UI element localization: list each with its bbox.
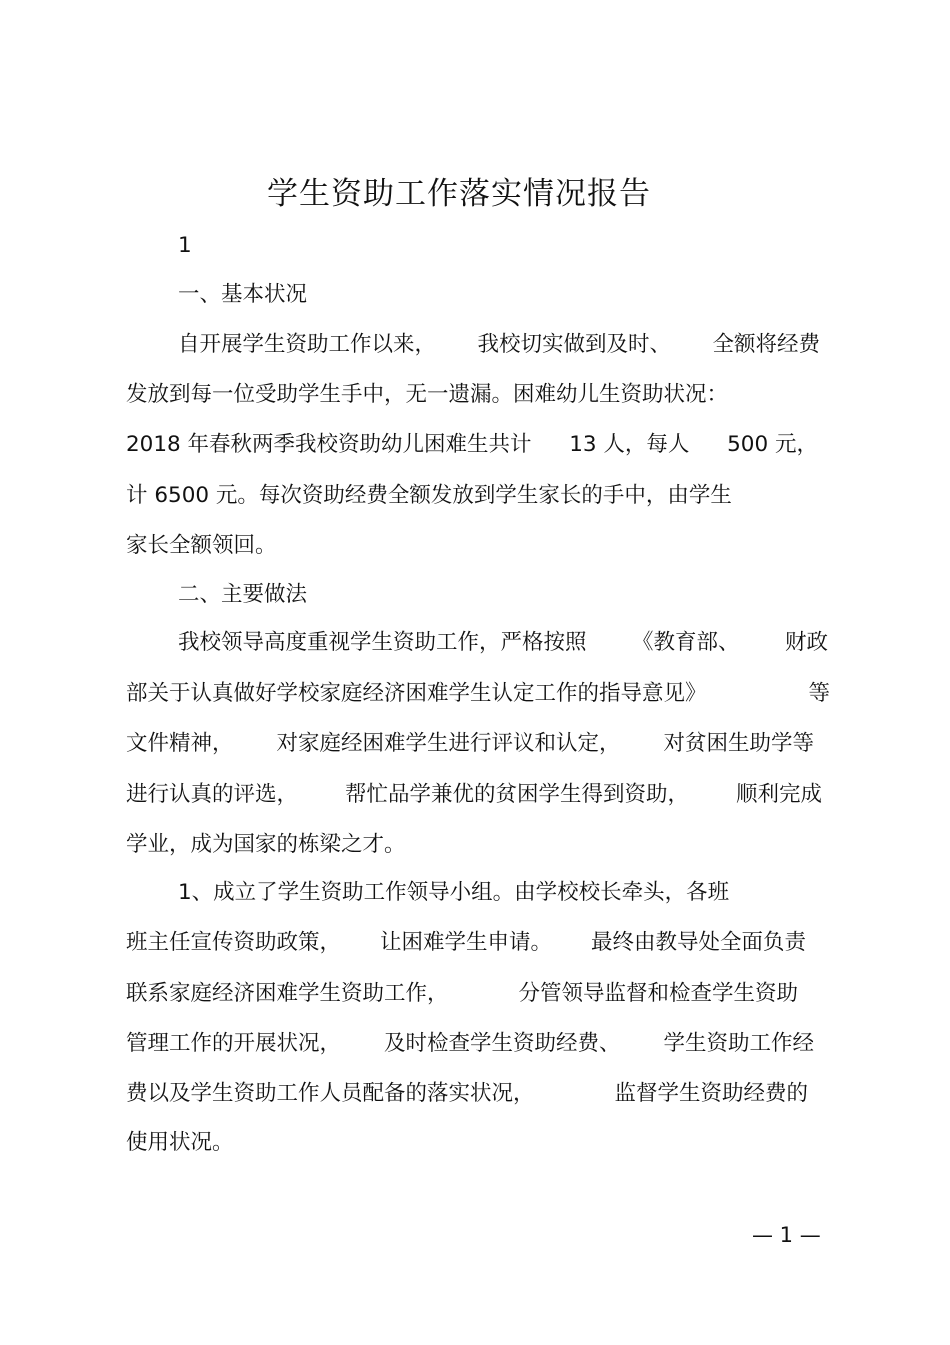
text-segment: 13 人，每人 — [569, 432, 690, 457]
text-segment: 文件精神， — [126, 731, 234, 756]
text-line: 使用状况。 — [126, 1130, 234, 1155]
text-line: 发放到每一位受助学生手中，无一遗漏。困难幼儿生资助状况： — [126, 382, 729, 407]
document-title: 学生资助工作落实情况报告 — [267, 176, 651, 212]
text-segment: 自开展学生资助工作以来， — [178, 332, 437, 357]
text-segment: 最终由教导处全面负责 — [590, 930, 806, 955]
section-heading-basic: 一、基本状况 — [178, 282, 308, 307]
section-heading-methods: 二、主要做法 — [178, 582, 308, 607]
text-segment: 管理工作的开展状况， — [126, 1031, 342, 1056]
text-segment: 联系家庭经济困难学生资助工作， — [126, 981, 449, 1006]
text-segment: 我校领导高度重视学生资助工作，严格按照 — [178, 630, 587, 655]
text-line: 家长全额领回。 — [126, 533, 277, 558]
text-segment: 让困难学生申请。 — [379, 930, 552, 955]
text-line — [126, 1079, 808, 1109]
text-segment: 我校切实做到及时、 — [477, 332, 671, 357]
text-line — [178, 628, 828, 658]
text-line — [178, 330, 820, 360]
text-segment: 2018 年春秋两季我校资助幼儿困难生共计 — [126, 432, 532, 457]
text-line — [126, 1029, 814, 1059]
text-segment: 全额将经费 — [712, 332, 820, 357]
text-line — [126, 430, 818, 460]
text-segment: 对贫困生助学等 — [663, 731, 814, 756]
text-line: 计 6500 元。每次资助经费全额发放到学生家长的手中，由学生 — [126, 483, 732, 508]
text-line — [126, 979, 798, 1009]
top-number: 1 — [178, 233, 192, 258]
text-segment: 班主任宣传资助政策， — [126, 930, 342, 955]
text-segment: 对家庭经困难学生进行评议和认定， — [276, 731, 621, 756]
text-segment: 财政 — [784, 630, 828, 655]
text-segment: 费以及学生资助工作人员配备的落实状况， — [126, 1081, 535, 1106]
text-segment: 《教育部、 — [631, 630, 740, 655]
text-line — [126, 780, 822, 810]
text-segment: 部关于认真做好学校家庭经济困难学生认定工作的指导意见》 — [126, 681, 707, 706]
text-segment: 分管领导监督和检查学生资助 — [518, 981, 798, 1006]
text-line — [126, 679, 830, 709]
text-line — [126, 729, 814, 759]
text-segment: 学生资助工作经 — [663, 1031, 814, 1056]
text-segment: 顺利完成 — [735, 782, 822, 807]
text-segment: 等 — [808, 681, 830, 706]
footer-page-number: — 1 — — [752, 1223, 821, 1247]
text-segment: 及时检查学生资助经费、 — [383, 1031, 621, 1056]
text-line — [126, 928, 806, 958]
text-segment: 帮忙品学兼优的贫困学生得到资助， — [344, 782, 689, 807]
text-line: 学业，成为国家的栋梁之才。 — [126, 832, 406, 857]
text-segment: 进行认真的评选， — [126, 782, 299, 807]
text-line: 1、成立了学生资助工作领导小组。由学校校长牵头，各班 — [178, 880, 730, 905]
text-segment: 500 元， — [727, 432, 818, 457]
text-segment: 监督学生资助经费的 — [614, 1081, 808, 1106]
